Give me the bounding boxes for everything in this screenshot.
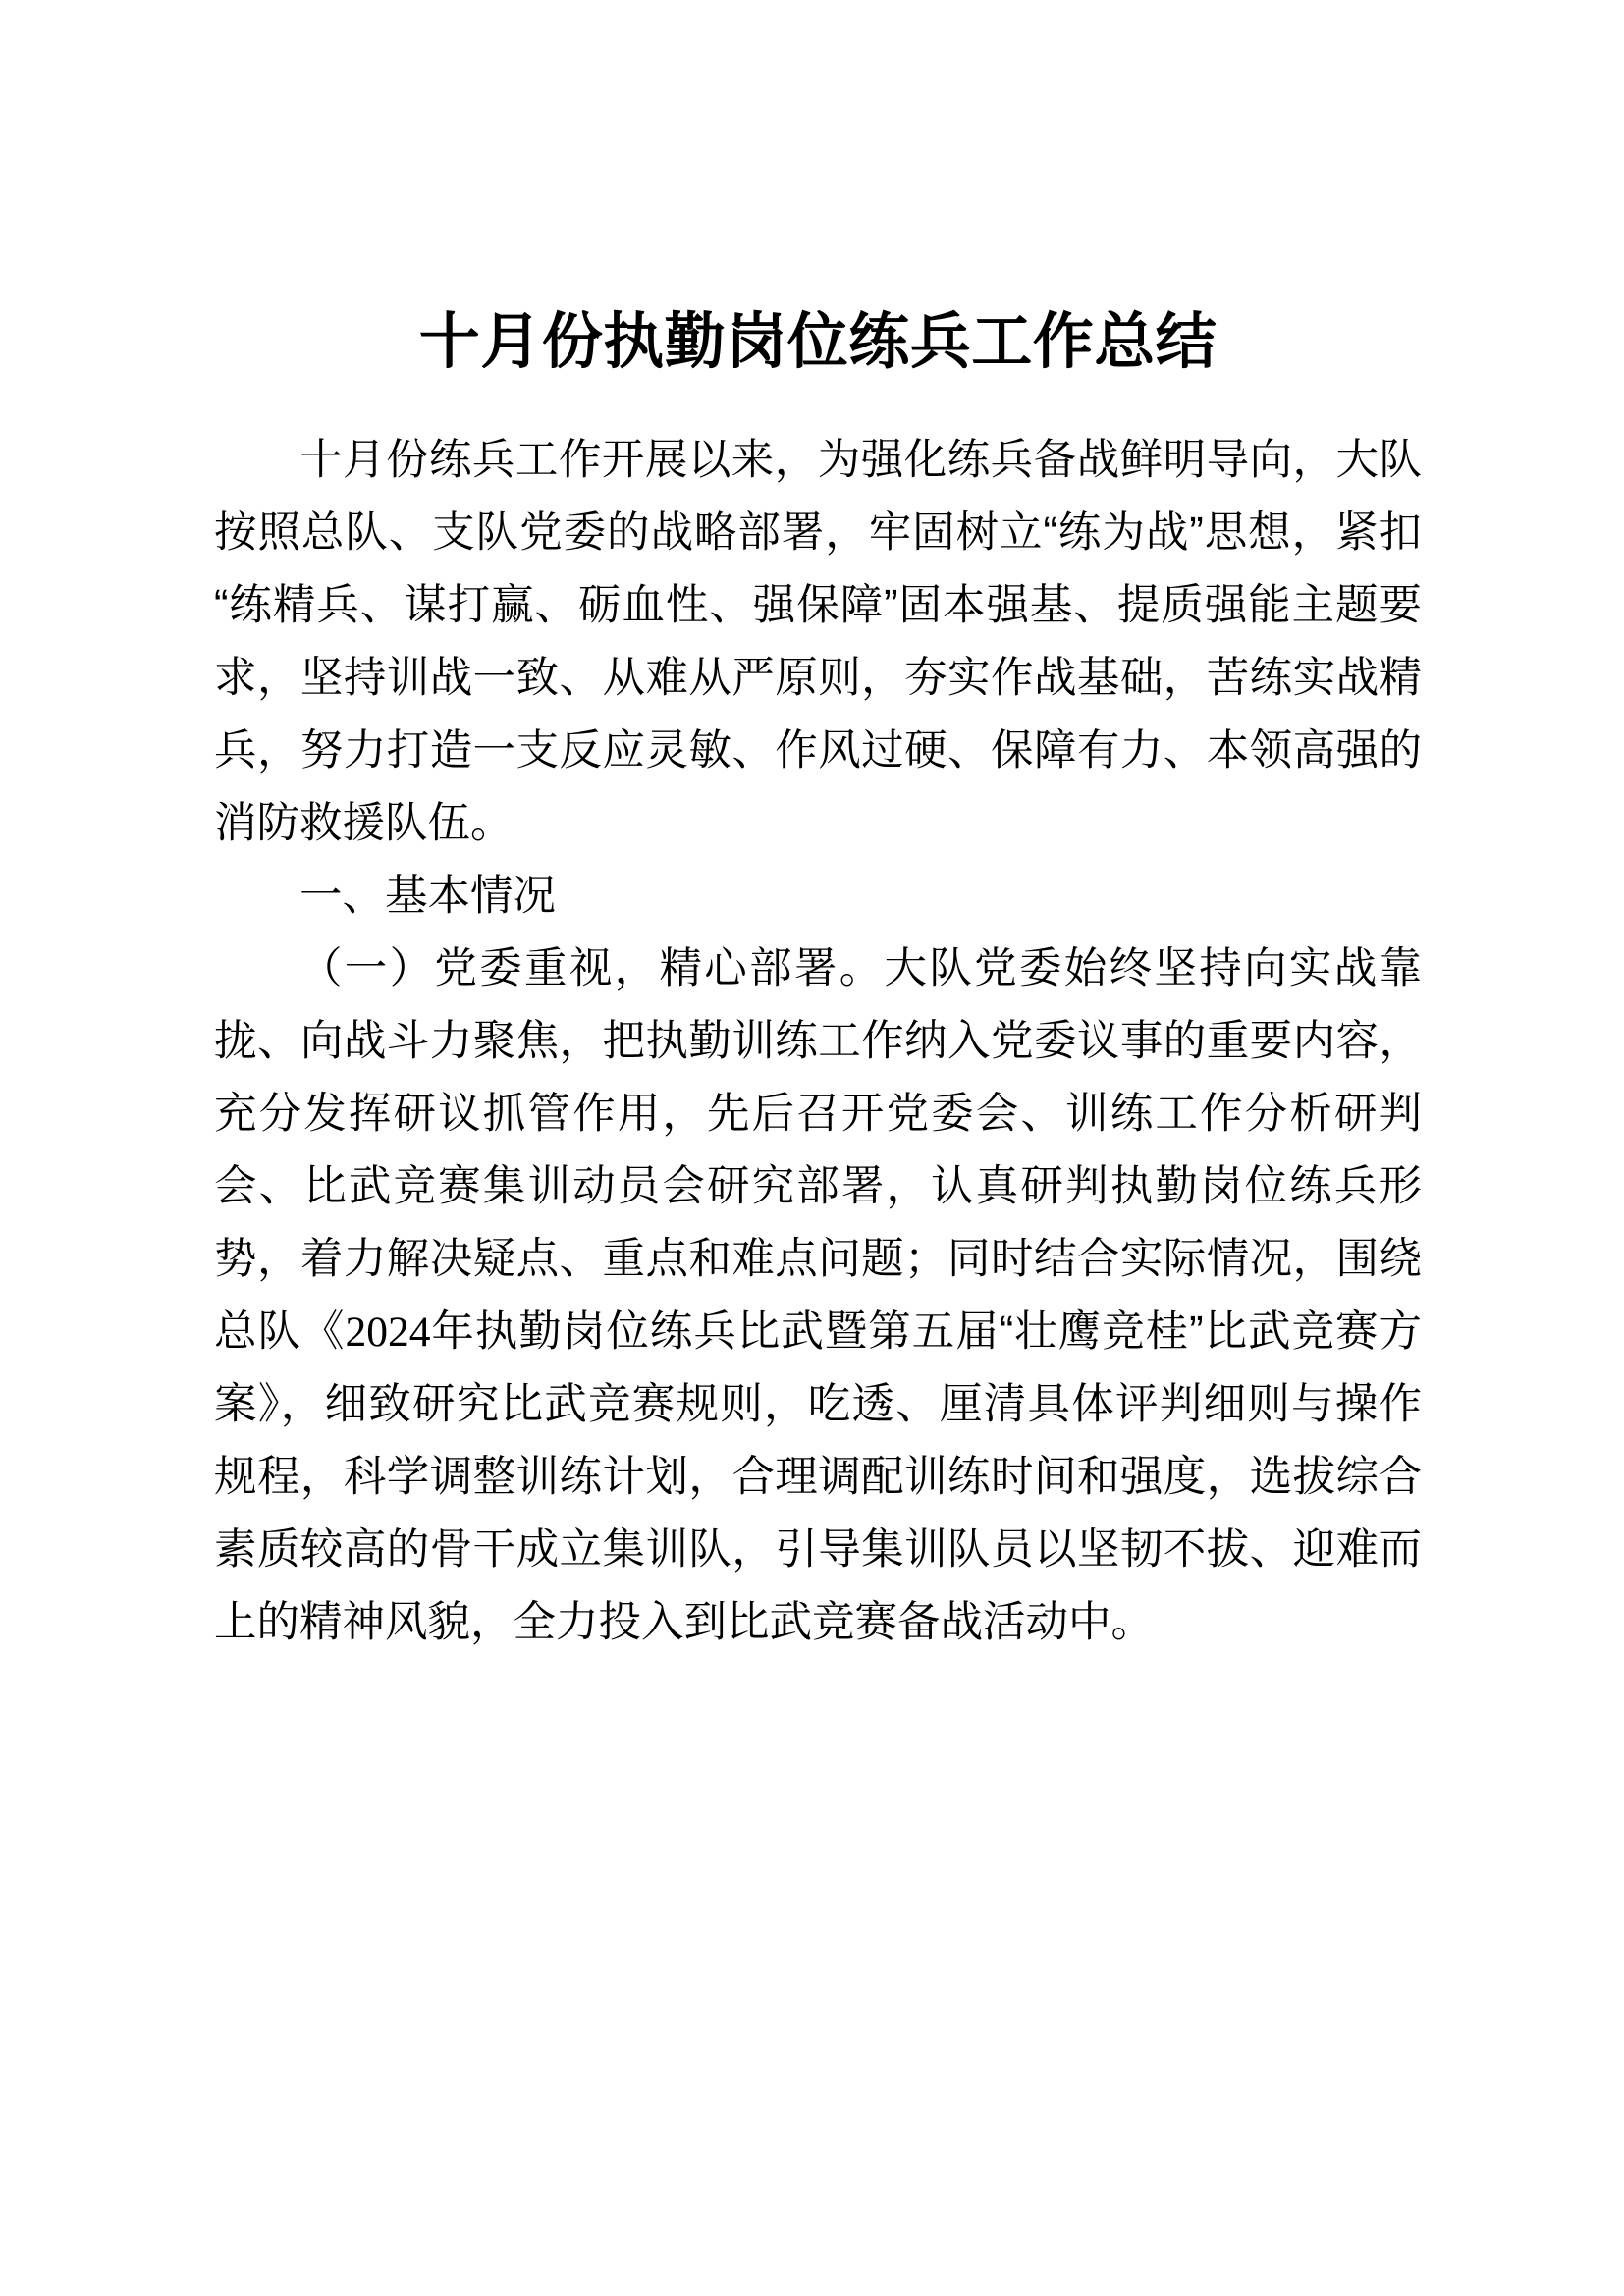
page-title: 十月份执勤岗位练兵工作总结 xyxy=(418,308,1218,376)
page-content xyxy=(214,0,1422,1659)
paragraph-intro: 十月份练兵工作开展以来，为强化练兵备战鲜明导向，大队按照总队、支队党委的战略部署，牢固树立“练为战”思想，紧扣“练精兵、谋打赢、砺血性、强保障”固本强基、提质强能主题要求，坚持训战一致、从难从严原则，夯实作战基础，苦练实战精兵，努力打造一支反应灵敏、作风过硬、保障有力、本领高强的消防救援队伍。 xyxy=(214,437,1422,847)
year-number: 2024 xyxy=(345,1308,431,1356)
paragraph-text-before-year: （一）党委重视，精心部署。大队党委始终坚持向实战靠拢、向战斗力聚焦，把执勤训练工作纳入党委议事的重要内容，充分发挥研议抓管作用，先后召开党委会、训练工作分析研判会、比武竞赛集训动员会研究部署，认真研判执勤岗位练兵形势，着力解决疑点、重点和难点问题；同时结合实际情况，围绕总队《 xyxy=(214,945,1422,1356)
paragraph-text-after-year: 年执勤岗位练兵比武暨第五届“壮鹰竞桂”比武竞赛方案》，细致研究比武竞赛规则，吃透、厘清具体评判细则与操作规程，科学调整训练计划，合理调配训练时间和强度，选拔综合素质较高的骨干成立集训队，引导集训队员以坚韧不拔、迎难而上的精神风貌，全力投入到比武竞赛备战活动中。 xyxy=(214,1308,1422,1646)
section-heading-basic-situation: 一、基本情况 xyxy=(299,873,556,920)
paragraph-section-1-item-1 xyxy=(214,933,1422,1659)
